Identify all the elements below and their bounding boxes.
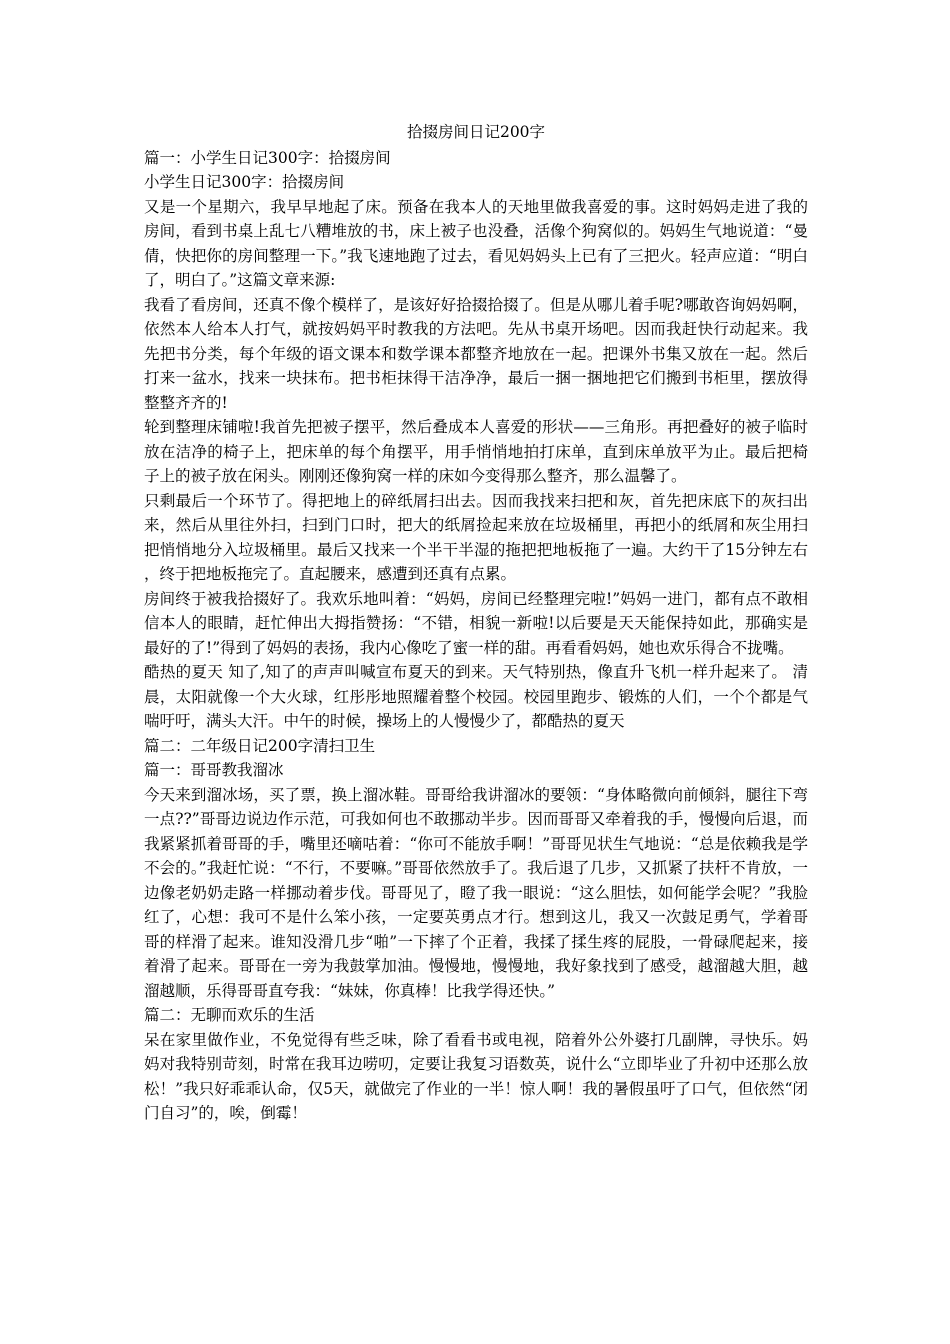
subheading: 小学生日记300字：拾掇房间 <box>144 173 345 191</box>
subheading: 篇二：无聊而欢乐的生活 <box>144 1006 315 1024</box>
subheading: 篇一：哥哥教我溜冰 <box>144 761 284 779</box>
document-title: 拾掇房间日记200字 <box>406 123 546 141</box>
paragraph: 轮到整理床铺啦!我首先把被子摆平，然后叠成本人喜爱的形状——三角形。再把叠好的被子临时放在洁净的椅子上，把床单的每个角摆平，用手悄悄地拍打床单，直到床单放平为止。最后把椅子上的被子放在闲头。刚刚还像狗窝一样的床如今变得那么整齐，那么温馨了。 <box>144 418 808 485</box>
document-page <box>144 120 808 1126</box>
heading-part-1: 篇一：小学生日记300字：拾掇房间 <box>144 148 391 167</box>
paragraph: 房间终于被我拾掇好了。我欢乐地叫着：“妈妈，房间已经整理完啦!”妈妈一进门，都有点不敢相信本人的眼睛，赶忙伸出大拇指赞扬：“不错，相貌一新啦!以后要是天天能保持如此，那确实是最好的了!”得到了妈妈的表扬，我内心像吃了蜜一样的甜。再看看妈妈，她也欢乐得合不拢嘴。 <box>144 589 808 657</box>
paragraph: 呆在家里做作业，不免觉得有些乏味，除了看看书或电视，陪着外公外婆打几副牌，寻快乐。妈妈对我特别苛刻，时常在我耳边唠叨，定要让我复习语数英，说什么“立即毕业了升初中还那么放松！”我只好乖乖认命，仅5天，就做完了作业的一半！惊人啊！我的暑假虽吁了口气，但依然“闭门自习”的，唉，倒霉！ <box>144 1030 808 1122</box>
heading-part-2: 篇二：二年级日记200字清扫卫生 <box>144 736 376 755</box>
paragraph: 只剩最后一个环节了。得把地上的碎纸屑扫出去。因而我找来扫把和灰，首先把床底下的灰扫出来，然后从里往外扫，扫到门口时，把大的纸屑捡起来放在垃圾桶里，再把小的纸屑和灰尘用扫把悄悄地分入垃圾桶里。最后又找来一个半干半湿的拖把把地板拖了一遍。大约干了15分钟左右，终于把地板拖完了。直起腰来，感遭到还真有点累。 <box>144 491 808 583</box>
paragraph: 今天来到溜冰场，买了票，换上溜冰鞋。哥哥给我讲溜冰的要领：“身体略微向前倾斜，腿往下弯一点??”哥哥边说边作示范，可我如何也不敢挪动半步。因而哥哥又牵着我的手，慢慢向后退，而我紧紧抓着哥哥的手，嘴里还嘀咕着：“你可不能放手啊！”哥哥见状生气地说：“总是依赖我是学不会的。”我赶忙说：“不行，不要嘛。”哥哥依然放手了。我后退了几步，又抓紧了扶杆不肯放，一边像老奶奶走路一样挪动着步伐。哥哥见了，瞪了我一眼说：“这么胆怯，如何能学会呢？”我脸红了，心想：我可不是什么笨小孩，一定要英勇点才行。想到这儿，我又一次鼓足勇气，学着哥哥的样滑了起来。谁知没滑几步“啪”一下摔了个正着，我揉了揉生疼的屁股，一骨碌爬起来，接着滑了起来。哥哥在一旁为我鼓掌加油。慢慢地，慢慢地，我好象找到了感受，越溜越大胆，越溜越顺，乐得哥哥直夸我：“妹妹，你真棒！比我学得还快。” <box>144 785 808 1000</box>
paragraph: 又是一个星期六，我早早地起了床。预备在我本人的天地里做我喜爱的事。这时妈妈走进了我的房间，看到书桌上乱七八糟堆放的书，床上被子也没叠，活像个狗窝似的。妈妈生气地说道：“曼倩，快把你的房间整理一下。”我飞速地跑了过去，看见妈妈头上已有了三把火。轻声应道：“明白了，明白了。”这篇文章来源: <box>144 197 808 289</box>
paragraph: 酷热的夏天 知了,知了的声声叫喊宣布夏天的到来。天气特别热，像直升飞机一样升起来了。 清晨，太阳就像一个大火球，红彤彤地照耀着整个校园。校园里跑步、锻炼的人们，一个个都是气喘吁吁，满头大汗。中午的时候，操场上的人慢慢少了，都酷热的夏天 <box>144 663 808 730</box>
paragraph: 我看了看房间，还真不像个模样了，是该好好拾掇拾掇了。但是从哪儿着手呢?哪敢咨询妈妈啊，依然本人给本人打气，就按妈妈平时教我的方法吧。先从书桌开场吧。因而我赶快行动起来。我先把书分类，每个年级的语文课本和数学课本都整齐地放在一起。把课外书集又放在一起。然后打来一盆水，找来一块抹布。把书柜抹得干洁净净，最后一捆一捆地把它们搬到书柜里，摆放得整整齐齐的! <box>144 295 808 412</box>
